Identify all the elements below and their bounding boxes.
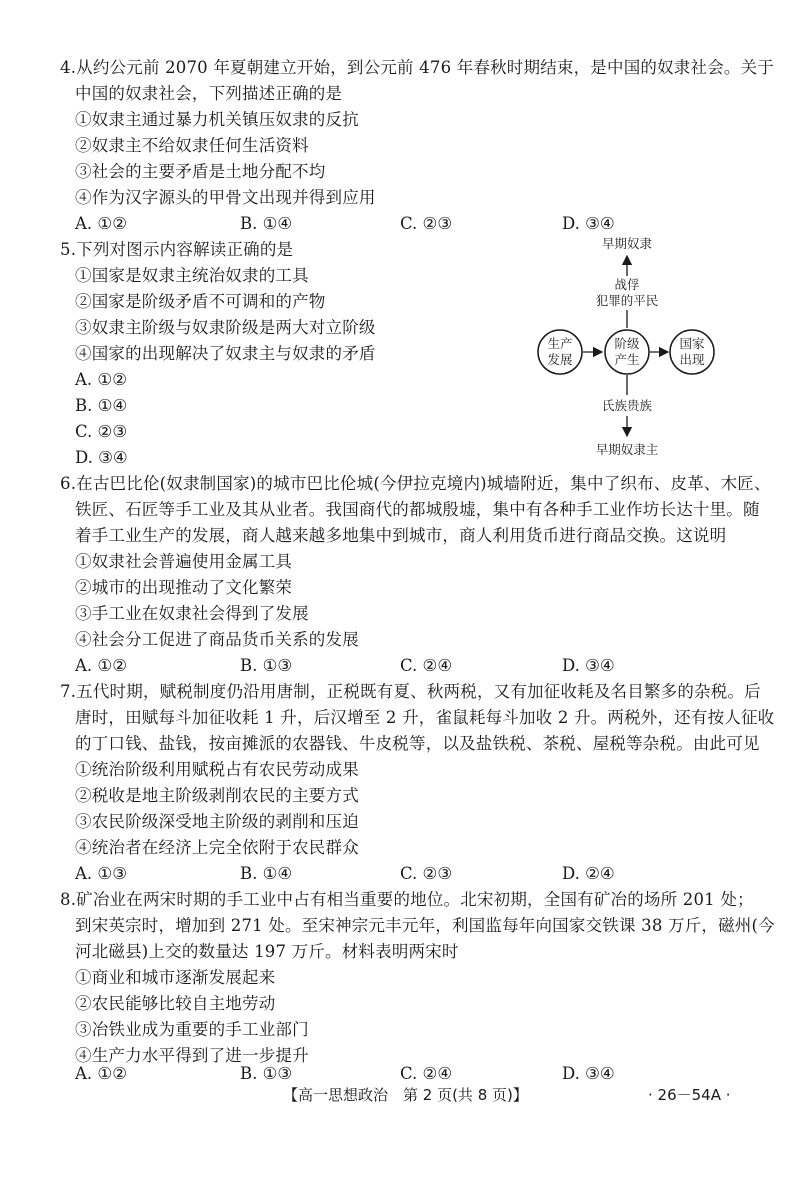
q6-answer-d: D. ③④ xyxy=(562,656,615,675)
q4-answer-c: C. ②③ xyxy=(400,214,453,233)
q4-answer-d: D. ③④ xyxy=(562,214,615,233)
footer-exam-code: · 26－54A · xyxy=(648,1086,731,1104)
q4-stem-line-1: 4.从约公元前 2070 年夏朝建立开始，到公元前 476 年春秋时期结束，是中国的奴隶社会。关于 xyxy=(60,58,775,77)
diagram-top-mid-2: 犯罪的平民 xyxy=(595,293,659,308)
q5-option-4: ④国家的出现解决了奴隶主与奴隶的矛盾 xyxy=(75,344,376,363)
q8-answer-d: D. ③④ xyxy=(562,1064,615,1083)
q4-stem-line-2: 中国的奴隶社会，下列描述正确的是 xyxy=(75,84,343,103)
q4-option-1: ①奴隶主通过暴力机关镇压奴隶的反抗 xyxy=(75,110,359,129)
q5-option-3: ③奴隶主阶级与奴隶阶级是两大对立阶级 xyxy=(75,318,376,337)
q6-answer-a: A. ①② xyxy=(75,656,127,675)
class-state-diagram xyxy=(534,232,734,464)
q6-answer-c: C. ②④ xyxy=(400,656,453,675)
q8-stem-line-2: 到宋英宗时，增加到 271 处。至宋神宗元丰元年，利国监每年向国家交铁课 38 万斤，磁州(今 xyxy=(75,916,775,935)
q7-option-4: ④统治者在经济上完全依附于农民群众 xyxy=(75,838,359,857)
diagram-bottom-label: 早期奴隶主 xyxy=(595,442,659,457)
q4-answer-b: B. ①④ xyxy=(240,214,293,233)
q5-answer-d: D. ③④ xyxy=(75,448,128,467)
q5-answer-a: A. ①② xyxy=(75,370,127,389)
node-center-line-2: 产生 xyxy=(614,352,640,367)
q7-answer-d: D. ②④ xyxy=(562,864,615,883)
q6-option-4: ④社会分工促进了商品货币关系的发展 xyxy=(75,630,359,649)
q6-stem-line-1: 6.在古巴比伦(奴隶制国家)的城市巴比伦城(今伊拉克境内)城墙附近，集中了织布、皮革、木匠、 xyxy=(60,474,771,493)
node-right-line-2: 出现 xyxy=(679,352,705,367)
q6-answer-b: B. ①③ xyxy=(240,656,293,675)
q7-answer-a: A. ①③ xyxy=(75,864,127,883)
node-left-line-1: 生产 xyxy=(547,336,573,351)
q5-option-2: ②国家是阶级矛盾不可调和的产物 xyxy=(75,292,326,311)
q8-answer-a: A. ①② xyxy=(75,1064,127,1083)
q4-option-3: ③社会的主要矛盾是土地分配不均 xyxy=(75,162,326,181)
q7-option-1: ①统治阶级利用赋税占有农民劳动成果 xyxy=(75,760,359,779)
q8-stem-line-1: 8.矿冶业在两宋时期的手工业中占有相当重要的地位。北宋初期，全国有矿冶的场所 201 处； xyxy=(60,890,754,909)
q6-option-3: ③手工业在奴隶社会得到了发展 xyxy=(75,604,309,623)
node-right-line-1: 国家 xyxy=(679,336,705,351)
q6-option-2: ②城市的出现推动了文化繁荣 xyxy=(75,578,293,597)
q6-option-1: ①奴隶社会普遍使用金属工具 xyxy=(75,552,293,571)
q8-option-2: ②农民能够比较自主地劳动 xyxy=(75,994,276,1013)
footer-page-title: 【高一思想政治 第 2 页(共 8 页)】 xyxy=(283,1086,528,1104)
q5-stem-line-1: 5.下列对图示内容解读正确的是 xyxy=(60,240,294,259)
q4-option-4: ④作为汉字源头的甲骨文出现并得到应用 xyxy=(75,188,376,207)
q7-option-2: ②税收是地主阶级剥削农民的主要方式 xyxy=(75,786,359,805)
q8-option-1: ①商业和城市逐渐发展起来 xyxy=(75,968,276,987)
q7-option-3: ③农民阶级深受地主阶级的剥削和压迫 xyxy=(75,812,359,831)
q6-stem-line-2: 铁匠、石匠等手工业及其从业者。我国商代的都城殷墟，集中有各种手工业作坊长达十里。随 xyxy=(75,500,760,519)
q5-answer-c: C. ②③ xyxy=(75,422,128,441)
q4-option-2: ②奴隶主不给奴隶任何生活资料 xyxy=(75,136,309,155)
q6-stem-line-3: 着手工业生产的发展，商人越来越多地集中到城市，商人利用货币进行商品交换。这说明 xyxy=(75,526,727,545)
q8-stem-line-3: 河北磁县)上交的数量达 197 万斤。材料表明两宋时 xyxy=(75,942,459,961)
q7-stem-line-2: 唐时，田赋每斗加征收耗 1 升，后汉增至 2 升，雀鼠耗每斗加收 2 升。两税外，还有按人征收 xyxy=(75,708,775,727)
diagram-top-mid-1: 战俘 xyxy=(614,277,640,292)
node-center-line-1: 阶级 xyxy=(614,336,640,351)
diagram-bottom-mid: 氏族贵族 xyxy=(601,398,653,413)
q5-option-1: ①国家是奴隶主统治奴隶的工具 xyxy=(75,266,309,285)
q4-answer-a: A. ①② xyxy=(75,214,127,233)
diagram-top-label: 早期奴隶 xyxy=(601,236,653,251)
q7-stem-line-3: 的丁口钱、盐钱，按亩摊派的农器钱、牛皮税等，以及盐铁税、茶税、屋税等杂税。由此可见 xyxy=(75,734,760,753)
q8-answer-b: B. ①③ xyxy=(240,1064,293,1083)
q5-answer-b: B. ①④ xyxy=(75,396,128,415)
q8-option-4: ④生产力水平得到了进一步提升 xyxy=(75,1046,309,1065)
node-left-line-2: 发展 xyxy=(547,352,573,367)
q7-answer-b: B. ①④ xyxy=(240,864,293,883)
q7-stem-line-1: 7.五代时期，赋税制度仍沿用唐制，正税既有夏、秋两税，又有加征收耗及名目繁多的杂税。后 xyxy=(60,682,761,701)
q8-option-3: ③冶铁业成为重要的手工业部门 xyxy=(75,1020,309,1039)
q7-answer-c: C. ②③ xyxy=(400,864,453,883)
q8-answer-c: C. ②④ xyxy=(400,1064,453,1083)
